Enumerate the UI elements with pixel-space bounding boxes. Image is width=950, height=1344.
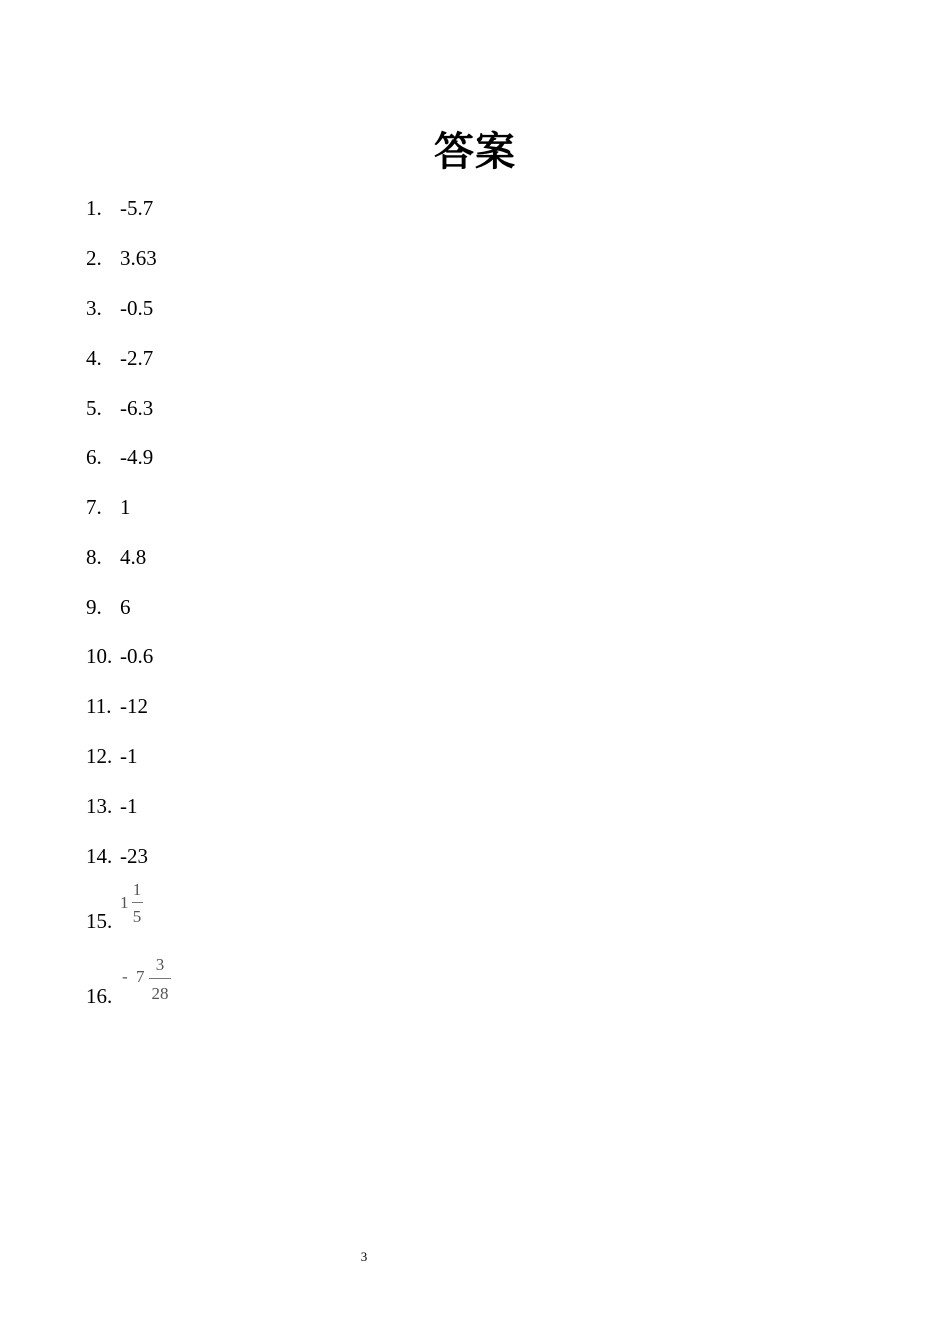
- fraction-bar: [149, 978, 171, 979]
- answer-item: [86, 743, 138, 769]
- fraction-numerator: 1: [132, 880, 142, 899]
- answer-item-fraction: [86, 955, 226, 1015]
- answer-value: -2.7: [120, 346, 154, 370]
- answer-number: 1.: [86, 196, 102, 220]
- answer-number: 5.: [86, 396, 102, 420]
- answer-value: -1: [120, 744, 138, 768]
- page-number: 3: [360, 1249, 368, 1264]
- answer-list: [86, 0, 786, 1100]
- answer-value: -1: [120, 794, 138, 818]
- mixed-fraction: [120, 880, 150, 930]
- answer-item: [86, 195, 153, 221]
- fraction-whole: 1: [120, 893, 129, 912]
- answer-number: 14.: [86, 844, 113, 868]
- answer-value: -0.5: [120, 296, 154, 320]
- answer-value: -12: [120, 694, 148, 718]
- answer-value: 6: [120, 595, 131, 619]
- fraction-numerator: 3: [155, 955, 165, 974]
- answer-value: -0.6: [120, 644, 154, 668]
- answer-number: 3.: [86, 296, 102, 320]
- answer-value: -23: [120, 844, 148, 868]
- answer-item: [86, 345, 153, 371]
- fraction-denominator: 5: [132, 907, 142, 926]
- answer-number: 13.: [86, 794, 113, 818]
- answer-value: 3.63: [120, 246, 157, 270]
- answer-number: 4.: [86, 346, 102, 370]
- answer-item: [86, 295, 153, 321]
- answer-value: -5.7: [120, 196, 154, 220]
- answer-item: [86, 245, 157, 271]
- answer-value: 4.8: [120, 545, 147, 569]
- answer-number: 2.: [86, 246, 102, 270]
- answer-number: 11.: [86, 694, 112, 718]
- fraction-denominator: 28: [151, 984, 169, 1003]
- fraction-whole: 7: [136, 967, 145, 986]
- answer-item-fraction: [86, 880, 206, 940]
- answer-number: 12.: [86, 744, 113, 768]
- answer-value: 1: [120, 495, 131, 519]
- answer-value: -4.9: [120, 445, 154, 469]
- answer-item: [86, 793, 138, 819]
- answer-number: 7.: [86, 495, 102, 519]
- answer-item: [86, 594, 131, 620]
- answer-item: [86, 843, 148, 869]
- answer-item: [86, 693, 148, 719]
- answer-number: 16.: [86, 984, 113, 1008]
- answer-number: 6.: [86, 445, 102, 469]
- answer-item: [86, 444, 153, 470]
- page-title: 答案: [434, 129, 516, 175]
- fraction-bar: [132, 902, 143, 903]
- answer-item: [86, 395, 153, 421]
- answer-number: 10.: [86, 644, 113, 668]
- answer-number: 15.: [86, 909, 113, 933]
- answer-item: [86, 643, 153, 669]
- answer-number: 8.: [86, 545, 102, 569]
- answer-value: -6.3: [120, 396, 154, 420]
- answer-number: 9.: [86, 595, 102, 619]
- fraction-sign: -: [122, 967, 128, 986]
- answer-item: [86, 494, 131, 520]
- answer-item: [86, 544, 146, 570]
- mixed-fraction: [122, 955, 176, 1005]
